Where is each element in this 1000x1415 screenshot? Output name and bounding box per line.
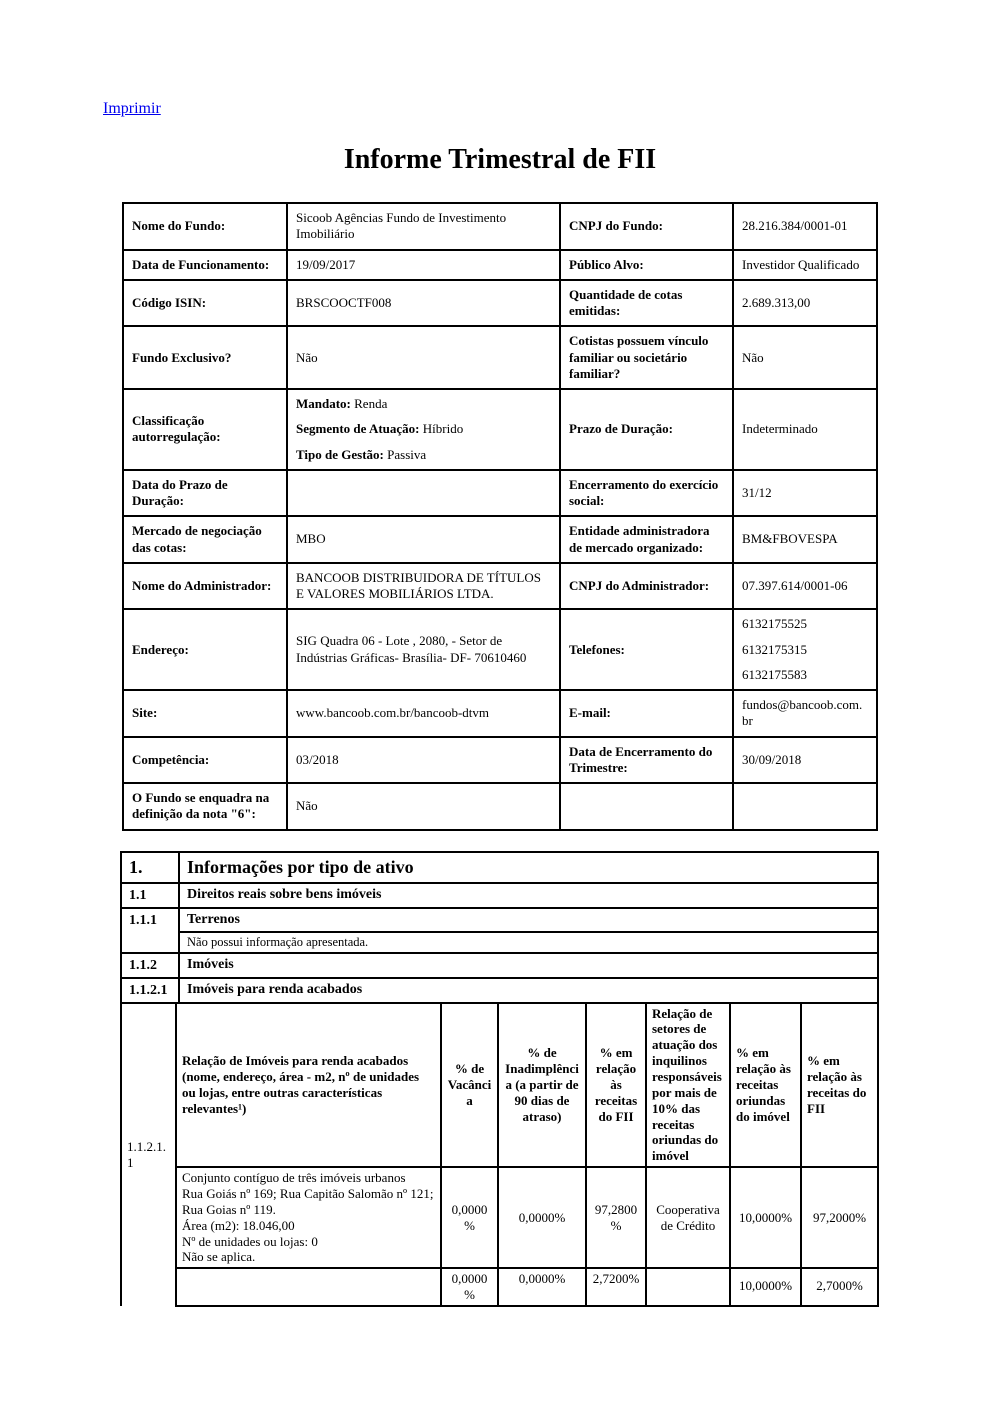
info-value-cell: BM&FBOVESPA — [733, 516, 877, 563]
info-value-cell: BRSCOOCTF008 — [287, 280, 560, 327]
info-value-cell — [733, 783, 877, 830]
info-label-cell: Site: — [123, 690, 287, 737]
info-label-cell: Data do Prazo de Duração: — [123, 470, 287, 517]
property-description-cell — [176, 1268, 441, 1306]
column-header-inadimplencia: % de Inadimplência (a partir de 90 dias de atraso) — [498, 1003, 586, 1168]
info-label-cell: E-mail: — [560, 690, 733, 737]
section-row — [121, 852, 878, 883]
property-row — [121, 1268, 878, 1306]
table-row — [123, 737, 877, 784]
info-value-cell: SIG Quadra 06 - Lote , 2080, - Setor de Indústrias Gráficas- Brasília- DF- 70610460 — [287, 609, 560, 690]
receitas-imovel-value: 10,0000% — [730, 1167, 801, 1268]
section-row — [121, 883, 878, 908]
section-title-cell: Terrenos — [179, 908, 878, 932]
info-value-cell: 2.689.313,00 — [733, 280, 877, 327]
print-link[interactable]: Imprimir — [103, 100, 161, 117]
description-line: Área (m2): 18.046,00 — [182, 1217, 295, 1233]
info-label-cell: Código ISIN: — [123, 280, 287, 327]
description-line: Rua Goiás nº 169; Rua Capitão Salomão nº 121; Rua Goias nº 119. — [182, 1185, 434, 1217]
column-header-setores: Relação de setores de atuação dos inquilinos responsáveis por mais de 10% das receitas oriundas do imóvel — [646, 1003, 730, 1168]
table-row — [123, 516, 877, 563]
inadimplencia-value: 0,0000% — [498, 1167, 586, 1268]
section-row — [121, 932, 878, 953]
info-label-cell: O Fundo se enquadra na definição da nota "6": — [123, 783, 287, 830]
description-line: Conjunto contíguo de três imóveis urbanos — [182, 1170, 406, 1186]
column-header-relacao-imoveis: Relação de Imóveis para renda acabados (nome, endereço, área - m2, nº de unidades ou lojas, entre outras características relevantes¹) — [176, 1003, 441, 1168]
phone-number: 6132175583 — [742, 666, 807, 682]
info-value-cell: MBO — [287, 516, 560, 563]
table-row — [123, 563, 877, 610]
info-label-cell: Nome do Fundo: — [123, 203, 287, 250]
property-description-cell — [176, 1167, 441, 1268]
column-header-vacancia: % de Vacância — [441, 1003, 498, 1168]
info-label-cell: Público Alvo: — [560, 250, 733, 280]
info-value-cell — [287, 470, 560, 517]
section-number-cell: 1.1 — [121, 883, 179, 908]
info-label-cell: CNPJ do Fundo: — [560, 203, 733, 250]
table-row — [123, 326, 877, 389]
info-label-cell — [560, 783, 733, 830]
setor-value: Cooperativa de Crédito — [646, 1167, 730, 1268]
info-value-cell: www.bancoob.com.br/bancoob-dtvm — [287, 690, 560, 737]
receitas-fii-setor-value: 2,7000% — [801, 1268, 878, 1306]
vacancia-value: 0,0000% — [441, 1167, 498, 1268]
sub-value: Passiva — [387, 446, 427, 462]
info-value-cell: Indeterminado — [733, 389, 877, 470]
vacancia-value: 0,0000% — [441, 1268, 498, 1306]
table-row — [123, 609, 877, 690]
sub-value: Renda — [354, 396, 388, 411]
properties-header-row — [121, 1003, 878, 1168]
receitas-imovel-value: 10,0000% — [730, 1268, 801, 1306]
info-value-cell — [287, 389, 560, 470]
info-value-cell: 19/09/2017 — [287, 250, 560, 280]
properties-table — [120, 1002, 879, 1307]
table-row — [123, 783, 877, 830]
info-label-cell: Endereço: — [123, 609, 287, 690]
info-value-cell: BANCOOB DISTRIBUIDORA DE TÍTULOS E VALORES MOBILIÁRIOS LTDA. — [287, 563, 560, 610]
page-title: Informe Trimestral de FII — [343, 144, 657, 175]
info-label-cell: Encerramento do exercício social: — [560, 470, 733, 517]
sub-label: Mandato: — [296, 396, 351, 411]
receitas-fii-value: 97,2800% — [586, 1167, 646, 1268]
sub-label: Segmento de Atuação: — [296, 421, 420, 437]
section-number-cell: 1.1.2 — [121, 953, 179, 978]
receitas-fii-setor-value: 97,2000% — [801, 1167, 878, 1268]
info-label-cell: Quantidade de cotas emitidas: — [560, 280, 733, 327]
sub-label: Tipo de Gestão: — [296, 446, 384, 462]
info-value-cell — [733, 609, 877, 690]
receitas-fii-value: 2,7200% — [586, 1268, 646, 1306]
info-label-cell: Competência: — [123, 737, 287, 784]
section-number-cell: 1. — [121, 852, 179, 883]
section-number-cell: 1.1.2.1 — [121, 978, 179, 1003]
info-label-cell: Classificação autorregulação: — [123, 389, 287, 470]
section-number-cell: 1.1.1 — [121, 908, 179, 953]
description-line: Não se aplica. — [182, 1249, 256, 1265]
phone-number: 6132175315 — [742, 641, 807, 657]
info-value-cell: 03/2018 — [287, 737, 560, 784]
info-label-cell: Data de Funcionamento: — [123, 250, 287, 280]
setor-value — [646, 1268, 730, 1306]
fund-info-table — [122, 202, 878, 831]
info-label-cell: Data de Encerramento do Trimestre: — [560, 737, 733, 784]
sub-value: Híbrido — [422, 421, 464, 437]
info-value-cell: 31/12 — [733, 470, 877, 517]
info-value-cell: fundos@bancoob.com.br — [733, 690, 877, 737]
table-row — [123, 203, 877, 250]
inadimplencia-value: 0,0000% — [498, 1268, 586, 1306]
info-label-cell: Telefones: — [560, 609, 733, 690]
section-row — [121, 978, 878, 1003]
info-label-cell: Cotistas possuem vínculo familiar ou societário familiar? — [560, 326, 733, 389]
info-label-cell: Entidade administradora de mercado organizado: — [560, 516, 733, 563]
section-title-cell: Informações por tipo de ativo — [179, 852, 878, 883]
table-row — [123, 280, 877, 327]
info-value-cell: 07.397.614/0001-06 — [733, 563, 877, 610]
section-row — [121, 908, 878, 932]
section-table — [120, 851, 879, 1004]
info-value-cell: Não — [287, 783, 560, 830]
info-label-cell: CNPJ do Administrador: — [560, 563, 733, 610]
section-title-cell: Imóveis — [179, 953, 878, 978]
item-number-cell: 1.1.2.1.1 — [121, 1003, 176, 1306]
info-label-cell: Prazo de Duração: — [560, 389, 733, 470]
column-header-receitas-imovel: % em relação às receitas oriundas do imóvel — [730, 1003, 801, 1168]
table-row — [123, 250, 877, 280]
info-label-cell: Mercado de negociação das cotas: — [123, 516, 287, 563]
section-title-cell: Direitos reais sobre bens imóveis — [179, 883, 878, 908]
section-note-cell: Não possui informação apresentada. — [179, 932, 878, 953]
section-row — [121, 953, 878, 978]
table-row — [123, 470, 877, 517]
property-row — [121, 1167, 878, 1268]
column-header-receitas-fii: % em relação às receitas do FII — [586, 1003, 646, 1168]
info-value-cell: 30/09/2018 — [733, 737, 877, 784]
info-value-cell: Sicoob Agências Fundo de Investimento Imobiliário — [287, 203, 560, 250]
column-header-receitas-fii-setor: % em relação às receitas do FII — [801, 1003, 878, 1168]
description-line: Nº de unidades ou lojas: 0 — [182, 1233, 318, 1249]
section-title-cell: Imóveis para renda acabados — [179, 978, 878, 1003]
info-label-cell: Nome do Administrador: — [123, 563, 287, 610]
info-value-cell: Não — [733, 326, 877, 389]
info-value-cell: Investidor Qualificado — [733, 250, 877, 280]
info-value-cell: Não — [287, 326, 560, 389]
info-value-cell: 28.216.384/0001-01 — [733, 203, 877, 250]
info-label-cell: Fundo Exclusivo? — [123, 326, 287, 389]
table-row — [123, 389, 877, 470]
table-row — [123, 690, 877, 737]
phone-number: 6132175525 — [742, 616, 807, 632]
